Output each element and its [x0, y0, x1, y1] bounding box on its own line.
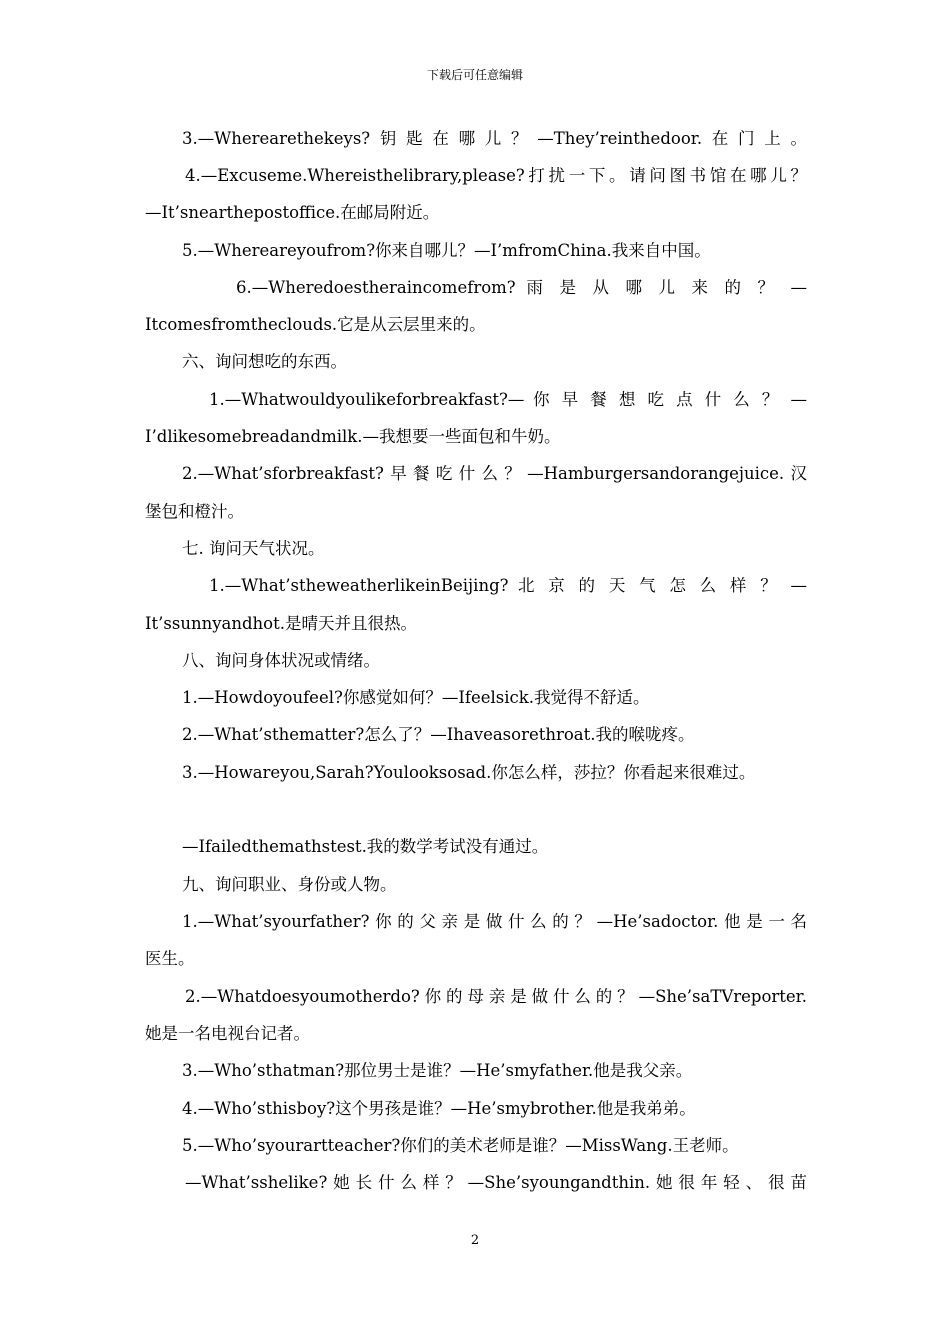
section-heading: 八、询问身体状况或情绪。: [182, 651, 380, 670]
page-header: 下载后可任意编辑: [426, 68, 523, 82]
section-heading: 六、询问想吃的东西。: [182, 352, 347, 371]
text-line: 6.—Wheredoestheraincomefrom? 雨 是 从 哪 儿 来 的 ？ —: [236, 278, 807, 297]
text-line: 医生。: [145, 949, 195, 968]
text-line: 3.—Howareyou,Sarah?Youlooksosad.你怎么样，莎拉？你看起来很难过。: [182, 763, 756, 782]
text-line: 1.—What’stheweatherlikeinBeijing? 北 京 的 天 气 怎 么 样 ？ —: [209, 576, 807, 595]
section-heading: 七. 询问天气状况。: [182, 539, 325, 558]
section-heading: 九、询问职业、身份或人物。: [182, 875, 397, 894]
text-line: Itcomesfromtheclouds.它是从云层里来的。: [145, 315, 486, 334]
text-line: 她是一名电视台记者。: [145, 1024, 310, 1043]
text-line: 1.—Whatwouldyoulikeforbreakfast?— 你 早 餐 想 吃 点 什 么 ？ —: [209, 390, 807, 409]
text-line: 5.—Whereareyoufrom?你来自哪儿？—I’mfromChina.我来自中国。: [182, 241, 711, 260]
text-line: 堡包和橙汁。: [145, 502, 244, 521]
page-number: 2: [470, 1233, 480, 1248]
text-line: 1.—What’syourfather?你的父亲是做什么的？—He’sadoctor.他是一名: [182, 912, 807, 931]
text-line: 4.—Who’sthisboy?这个男孩是谁？—He’smybrother.他是我弟弟。: [182, 1099, 696, 1118]
text-line: I’dlikesomebreadandmilk.—我想要一些面包和牛奶。: [145, 427, 561, 446]
text-line: —It’snearthepostoffice.在邮局附近。: [145, 203, 440, 222]
text-line: 3.—Wherearethekeys?钥匙在哪儿？—They’reinthedoor.在门上。: [182, 129, 807, 148]
text-line: 2.—What’sforbreakfast?早餐吃什么？—Hamburgersandorangejuice.汉: [182, 464, 807, 483]
text-line: 2.—Whatdoesyoumotherdo?你的母亲是做什么的？—She’saTVreporter.: [185, 987, 807, 1006]
text-line: —What’sshelike?她长什么样？—She’syoungandthin.她很年轻、很苗: [185, 1173, 807, 1192]
text-line: It’ssunnyandhot.是晴天并且很热。: [145, 614, 417, 633]
text-line: 3.—Who’sthatman?那位男士是谁？—He’smyfather.他是我父亲。: [182, 1061, 693, 1080]
text-line: 1.—Howdoyoufeel?你感觉如何？—Ifeelsick.我觉得不舒适。: [182, 688, 650, 707]
text-line: —Ifailedthemathstest.我的数学考试没有通过。: [182, 837, 549, 856]
text-line: 2.—What’sthematter?怎么了？—Ihaveasorethroat.我的喉咙疼。: [182, 725, 695, 744]
text-line: 4.—Excuseme.Whereisthelibrary,please?打扰一下。请问图书馆在哪儿？: [185, 166, 807, 185]
text-line: 5.—Who’syourartteacher?你们的美术老师是谁？—MissWang.王老师。: [182, 1136, 739, 1155]
